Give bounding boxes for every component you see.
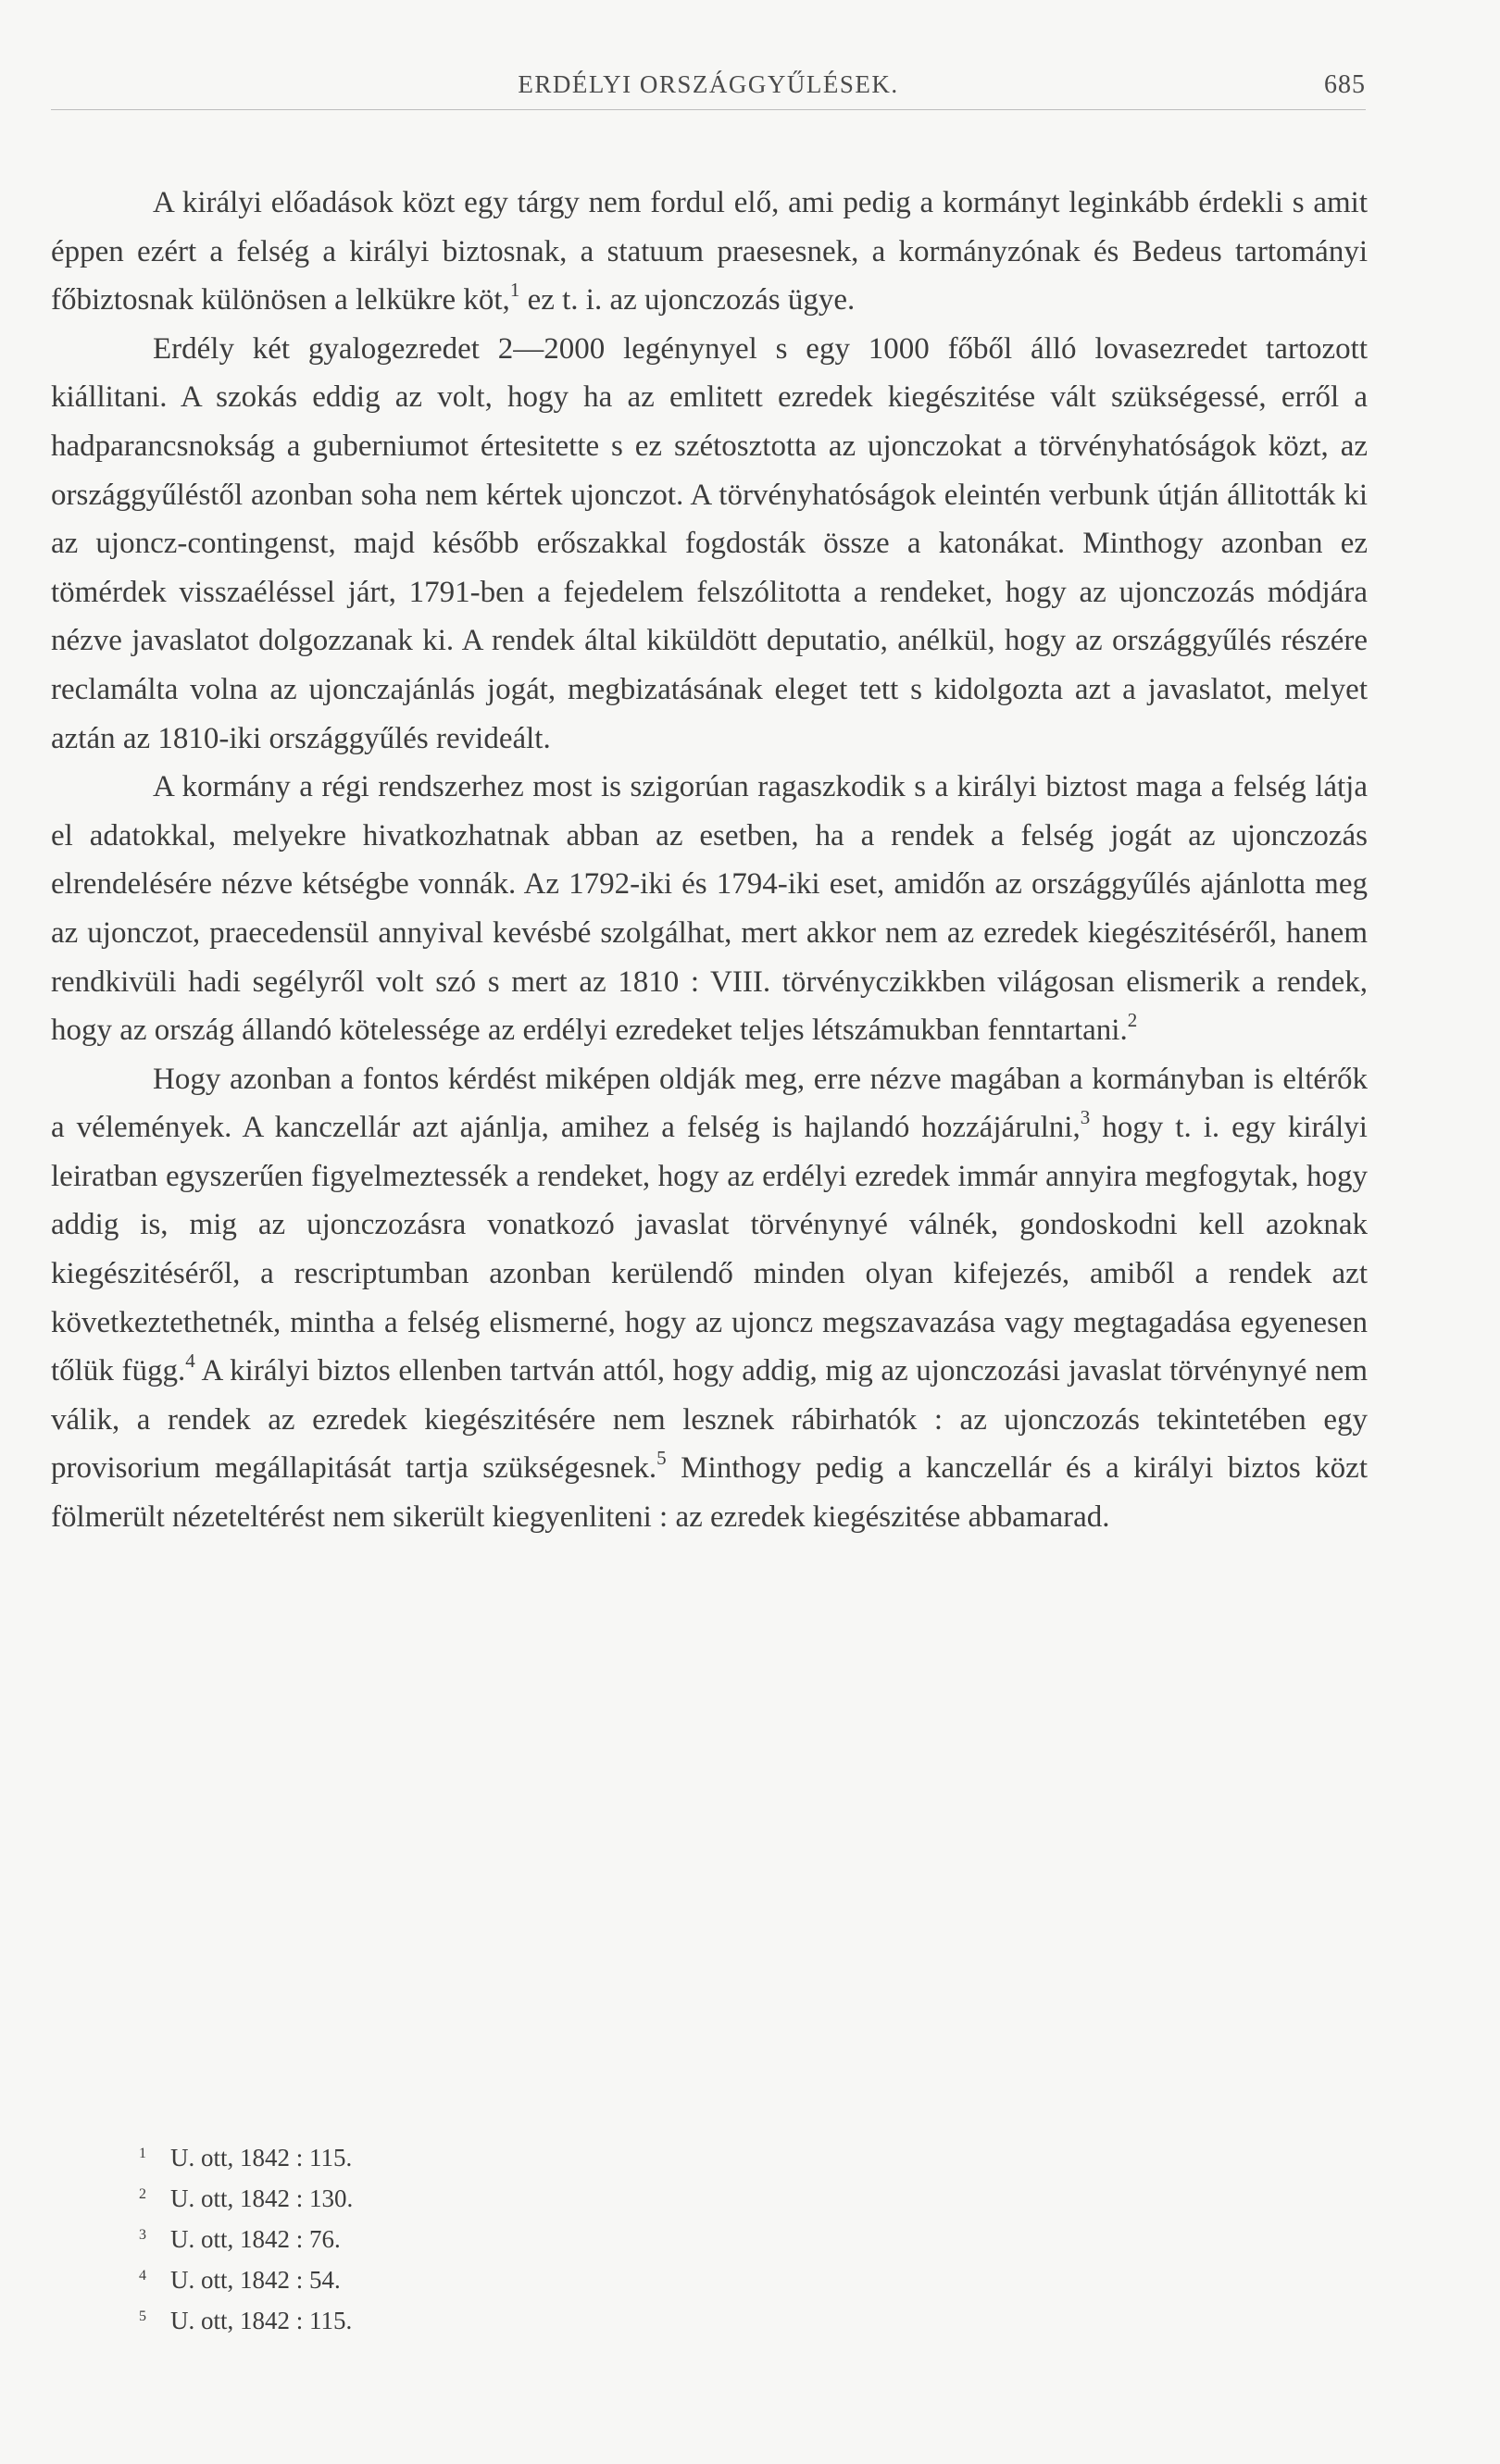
footnote-number: 2 (139, 2186, 146, 2202)
running-title: ERDÉLYI ORSZÁGGYŰLÉSEK. (518, 70, 899, 98)
footnote-number: 1 (139, 2146, 146, 2161)
text-run: A királyi biztos ellenben tartván attól, hogy addig, mig az ujonczozási javaslat törvénynyé nem válik, a rendek az ezredek kiegészitésére nem lesznek rábirhatók : az ujonczozás tekintetében egy provisorium megállapitását tartja szükségesnek. (51, 1354, 1369, 1486)
footnote-number: 4 (139, 2268, 146, 2284)
footnote-number: 5 (139, 2308, 146, 2324)
footnote (139, 2176, 602, 2217)
page-number: 685 (1324, 70, 1366, 99)
footnote-number: 3 (139, 2227, 146, 2243)
footnote-ref: 3 (1080, 1106, 1091, 1129)
paragraph (51, 1055, 1368, 1542)
footnote (139, 2298, 602, 2339)
paragraph (51, 763, 1368, 1055)
footnote-text: U. ott, 1842 : 54. (170, 2266, 341, 2294)
footnote (139, 2258, 602, 2298)
text-run: Hogy azonban a fontos kérdést miképen oldják meg, erre nézve magában a kormányban is eltérők a vélemények. A kanczellár azt ajánlja, amihez a felség is hajlandó hozzájárulni, (51, 1062, 1368, 1145)
footnote-ref: 1 (509, 279, 520, 302)
running-head (51, 70, 1366, 107)
paragraph (51, 325, 1368, 763)
footnote-ref: 5 (656, 1447, 667, 1470)
header-rule (51, 109, 1366, 110)
text-run: Minthogy pedig a kanczellár és a királyi biztos közt fölmerült nézeteltérést nem sikerült kiegyenliteni : az ezredek kiegészitése abbamarad. (51, 1451, 1369, 1535)
footnote-ref: 2 (1127, 1009, 1138, 1032)
paragraph (51, 179, 1368, 325)
footnote (139, 2217, 602, 2258)
footnotes (139, 2135, 602, 2339)
footnote-text: U. ott, 1842 : 130. (170, 2184, 354, 2212)
footnote-text: U. ott, 1842 : 115. (170, 2307, 353, 2334)
footnote-ref: 4 (185, 1350, 195, 1373)
text-run: hogy t. i. egy királyi leiratban egyszerűen figyelmeztessék a rendeket, hogy az erdélyi ezredek immár annyira megfogytak, hogy addig is, mig az ujonczozásra vonatkozó javaslat törvénynyé válnék, gondoskodni kell azoknak kiegészitéséről, a rescriptumban azonban kerülendő minden olyan kifejezés, amiből a rendek azt következtethetnék, mintha a felség elismerné, hogy az ujoncz megszavazása vagy megtagadása egyenesen tőlük függ. (51, 1111, 1368, 1388)
text-run: A kormány a régi rendszerhez most is szigorúan ragaszkodik s a királyi biztost maga a felség látja el adatokkal, melyekre hivatkozhatnak abban az esetben, ha a rendek a felség jogát az ujonczozás elrendelésére nézve kétségbe vonnák. Az 1792-iki és 1794-iki eset, amidőn az országgyűlés ajánlotta meg az ujonczot, praecedensül annyival kevésbé szolgálhat, mert akkor nem az ezredek kiegészitéséről, hanem rendkivüli hadi segélyről volt szó s mert az 1810 : VIII. törvényczikkben világosan elismerik a rendek, hogy az ország állandó kötelessége az erdélyi ezredeket teljes létszámukban fenntartani. (51, 770, 1368, 1048)
footnote-text: U. ott, 1842 : 76. (170, 2225, 341, 2253)
text-run: ez t. i. az ujonczozás ügye. (519, 283, 856, 317)
text-run: A királyi előadások közt egy tárgy nem fordul elő, ami pedig a kormányt leginkább érdekli s amit éppen ezért a felség a királyi biztosnak, a statuum praesesnek, a kormányzónak és Bedeus tartományi főbiztosnak különösen a lelkükre köt, (51, 186, 1368, 317)
footnote-text: U. ott, 1842 : 115. (170, 2144, 353, 2172)
text-run: Erdély két gyalogezredet 2—2000 legénynyel s egy 1000 főből álló lovasezredet tartozott kiállitani. A szokás eddig az volt, hogy ha az emlitett ezredek kiegészitése vált szükségessé, erről a hadparancsnokság a guberniumot értesitette s ez szétosztotta az ujonczokat a törvényhatóságok közt, az országgyűléstől azonban soha nem kértek ujonczot. A törvényhatóságok eleintén verbunk útján állitották ki az ujoncz-contingenst, majd később erőszakkal fogdosták össze a katonákat. Minthogy azonban ez tömérdek visszaéléssel járt, 1791-ben a fejedelem felszólitotta a rendeket, hogy az ujonczozás módjára nézve javaslatot dolgozzanak ki. A rendek által kiküldött deputatio, anélkül, hogy az országgyűlés részére reclamálta volna az ujonczajánlás jogát, megbizatásának eleget tett s kidolgozta azt a javaslatot, melyet aztán az 1810-iki országgyűlés revideált. (51, 331, 1368, 755)
footnote (139, 2135, 602, 2176)
body-text (51, 179, 1368, 1542)
